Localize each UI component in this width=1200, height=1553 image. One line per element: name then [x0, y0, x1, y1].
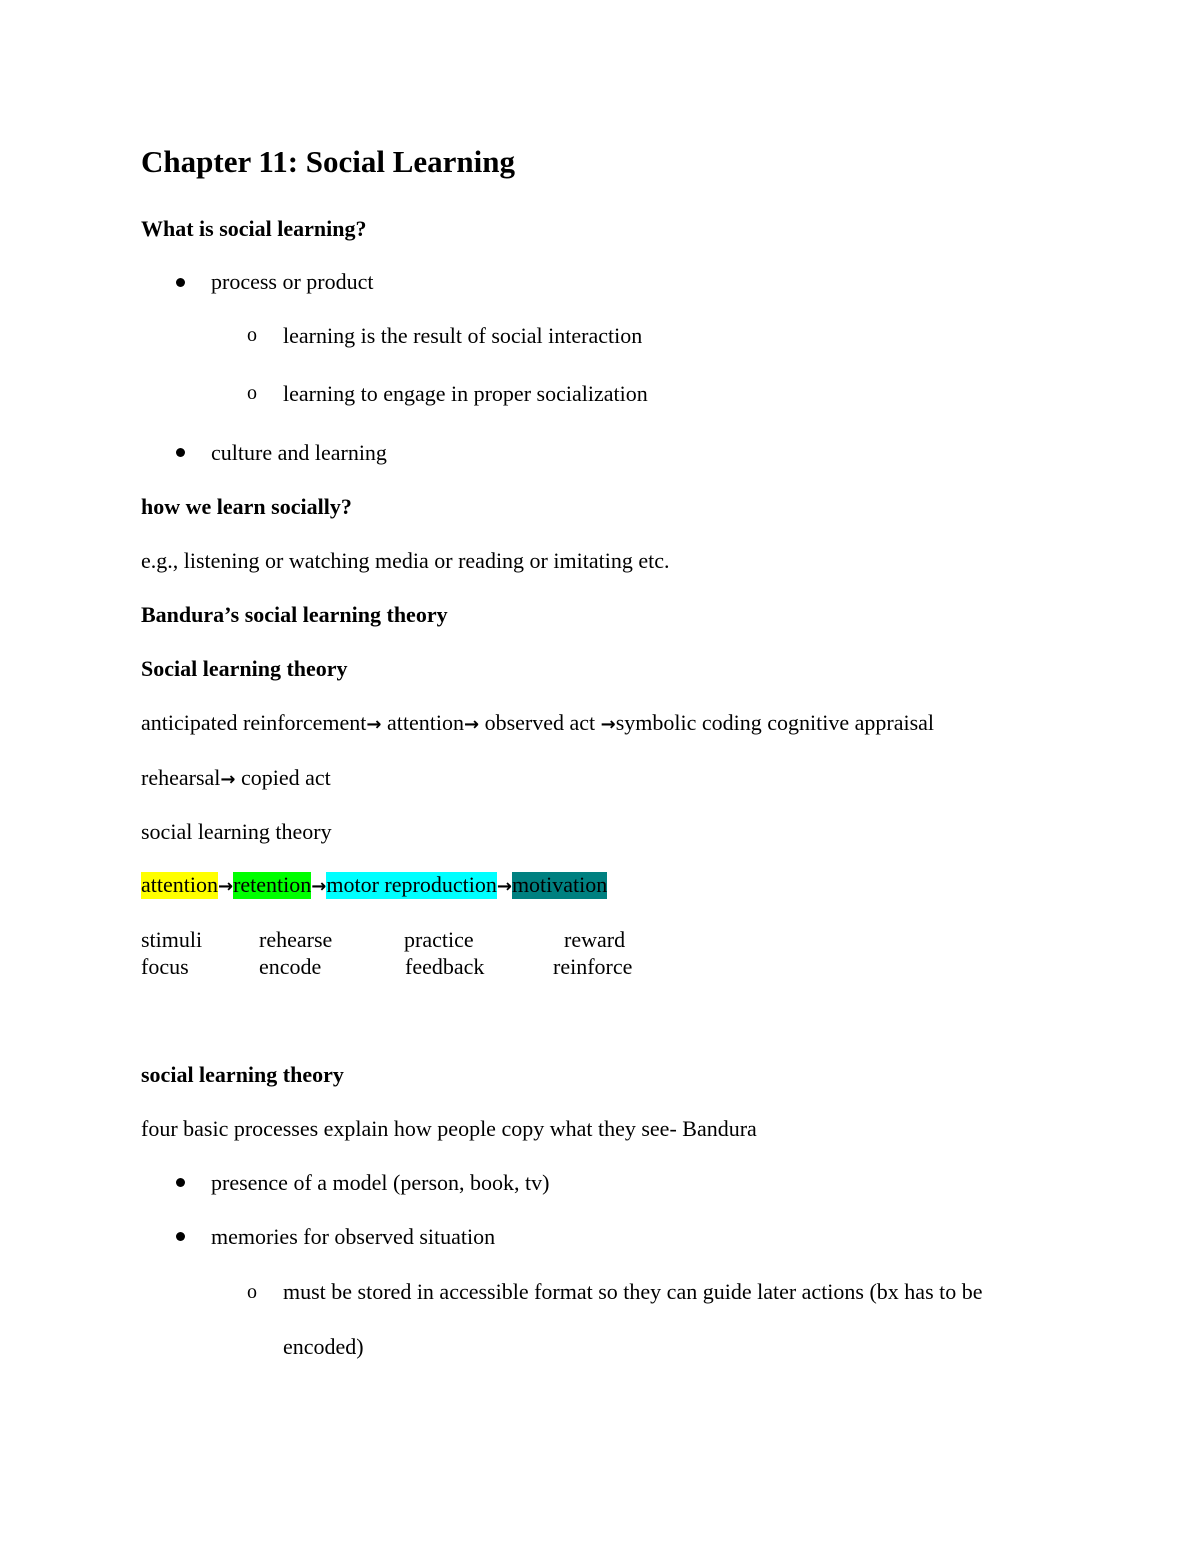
highlighted-steps: [141, 872, 607, 899]
step-attention: attention: [141, 872, 218, 897]
list-item: memories for observed situation: [211, 1224, 496, 1249]
arrow-right-icon: →: [366, 714, 382, 735]
grid-cell: stimuli: [141, 927, 203, 952]
paragraph: social learning theory: [141, 819, 332, 844]
bullet-dot: [176, 448, 185, 457]
grid-cell: practice: [404, 927, 474, 952]
grid-cell: reward: [564, 927, 626, 952]
arrow-right-icon: →: [217, 876, 234, 897]
sub-list-item: must be stored in accessible format so they can guide later actions (bx has to be: [283, 1279, 983, 1304]
bullet-dot: [176, 278, 185, 287]
section-heading-how: how we learn socially?: [141, 494, 352, 519]
arrow-right-icon: →: [463, 714, 480, 735]
grid-cell: encode: [259, 954, 322, 979]
paragraph: e.g., listening or watching media or reading or imitating etc.: [141, 548, 670, 573]
section-heading-slt: social learning theory: [141, 1062, 344, 1087]
sub-list-item: learning is the result of social interaction: [283, 323, 643, 348]
grid-cell: rehearse: [259, 927, 333, 952]
paragraph: four basic processes explain how people copy what they see- Bandura: [141, 1116, 757, 1141]
list-item: process or product: [211, 269, 374, 294]
arrow-right-icon: →: [600, 714, 616, 735]
sub-bullet-marker: o: [247, 382, 257, 404]
sub-list-item: learning to engage in proper socialization: [283, 381, 648, 406]
section-heading-what-is: What is social learning?: [141, 216, 367, 241]
arrow-right-icon: →: [311, 876, 327, 897]
sub-bullet-marker: o: [247, 324, 257, 346]
bullet-dot: [176, 1232, 185, 1241]
grid-cell: reinforce: [553, 954, 633, 979]
step-motivation: motivation: [511, 872, 608, 897]
grid-cell: feedback: [405, 954, 485, 979]
grid-cell: focus: [141, 954, 189, 979]
process-chain-line-1: [141, 712, 934, 734]
chain-step: observed act: [479, 710, 601, 735]
page-title: Chapter 11: Social Learning: [141, 144, 516, 179]
section-subheading: Social learning theory: [141, 656, 348, 681]
list-item: presence of a model (person, book, tv): [211, 1170, 550, 1195]
sub-bullet-marker: o: [247, 1281, 257, 1303]
chain-step: copied act: [235, 765, 331, 790]
sub-list-item-continuation: encoded): [283, 1334, 364, 1359]
process-chain-line-2: [141, 767, 331, 789]
chain-step: attention: [381, 710, 464, 735]
chain-step: symbolic coding cognitive appraisal: [615, 710, 935, 735]
section-heading-bandura: Bandura’s social learning theory: [141, 602, 448, 627]
step-motor-reproduction: motor reproduction: [326, 872, 497, 897]
bullet-dot: [176, 1178, 185, 1187]
chain-step: rehearsal: [141, 765, 221, 790]
step-retention: retention: [233, 872, 312, 897]
list-item: culture and learning: [211, 440, 387, 465]
arrow-right-icon: →: [496, 876, 512, 897]
arrow-right-icon: →: [220, 769, 236, 790]
chain-step: anticipated reinforcement: [141, 710, 367, 735]
